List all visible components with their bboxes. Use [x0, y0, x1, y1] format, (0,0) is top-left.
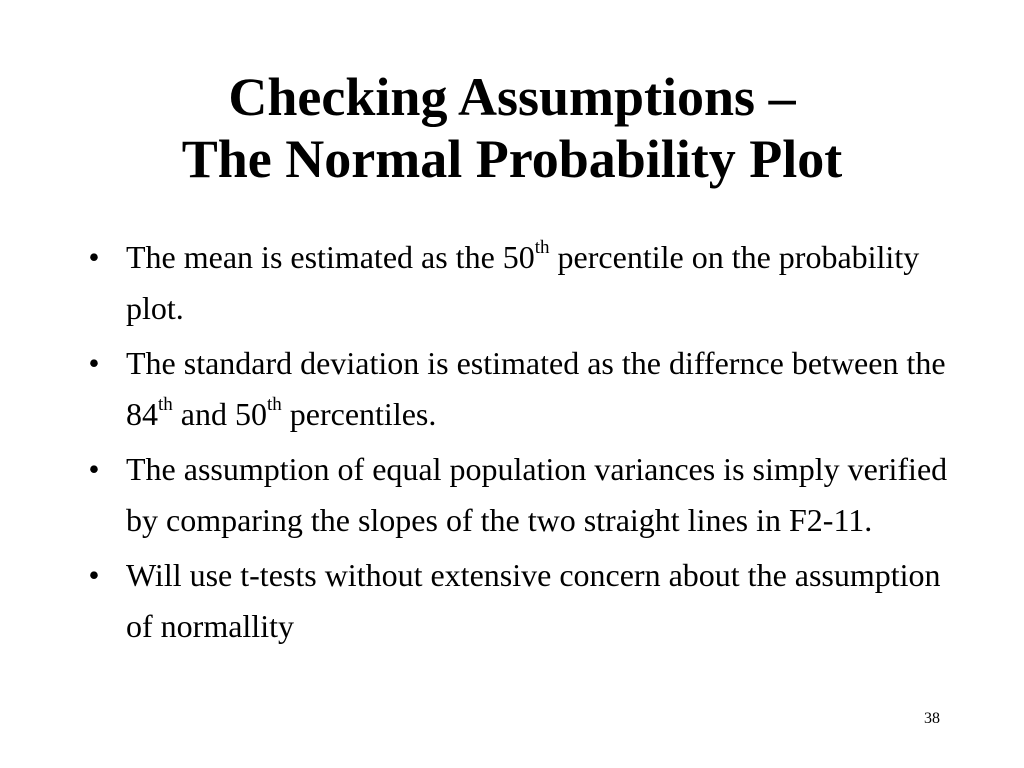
bullet-list [84, 232, 964, 656]
bullet-marker: • [88, 345, 100, 381]
slide-title-line-2: The Normal Probability Plot [181, 129, 843, 189]
bullet-text: Will use t-tests without extensive concern about the assumption of normallity [126, 557, 941, 644]
bullet-text: The assumption of equal population variances is simply verified by comparing the slopes of the two straight lines in F2-11. [126, 451, 948, 538]
bullet-text-part: percentiles. [281, 396, 437, 432]
bullet-text-part: The mean is estimated as the 50 [126, 239, 535, 275]
bullet-marker: • [88, 557, 100, 593]
bullet-text-part: The standard deviation is estimated as the differnce between the 84 [126, 345, 946, 432]
bullet-item-standard-deviation [84, 338, 964, 440]
superscript-th: th [534, 237, 550, 259]
slide-title-line-1: Checking Assumptions – [228, 67, 796, 127]
page-number: 38 [924, 710, 940, 727]
superscript-th: th [158, 394, 173, 416]
superscript-th: th [266, 394, 282, 416]
slide-title [0, 66, 1024, 190]
bullet-text-part: and 50 [172, 396, 267, 432]
bullet-item-equal-variances [84, 444, 964, 546]
bullet-item-mean [84, 232, 964, 334]
bullet-marker: • [88, 451, 100, 487]
bullet-marker: • [88, 239, 100, 275]
bullet-item-t-tests [84, 550, 964, 652]
bullet-text-part: percentile on the probability plot. [126, 239, 920, 326]
